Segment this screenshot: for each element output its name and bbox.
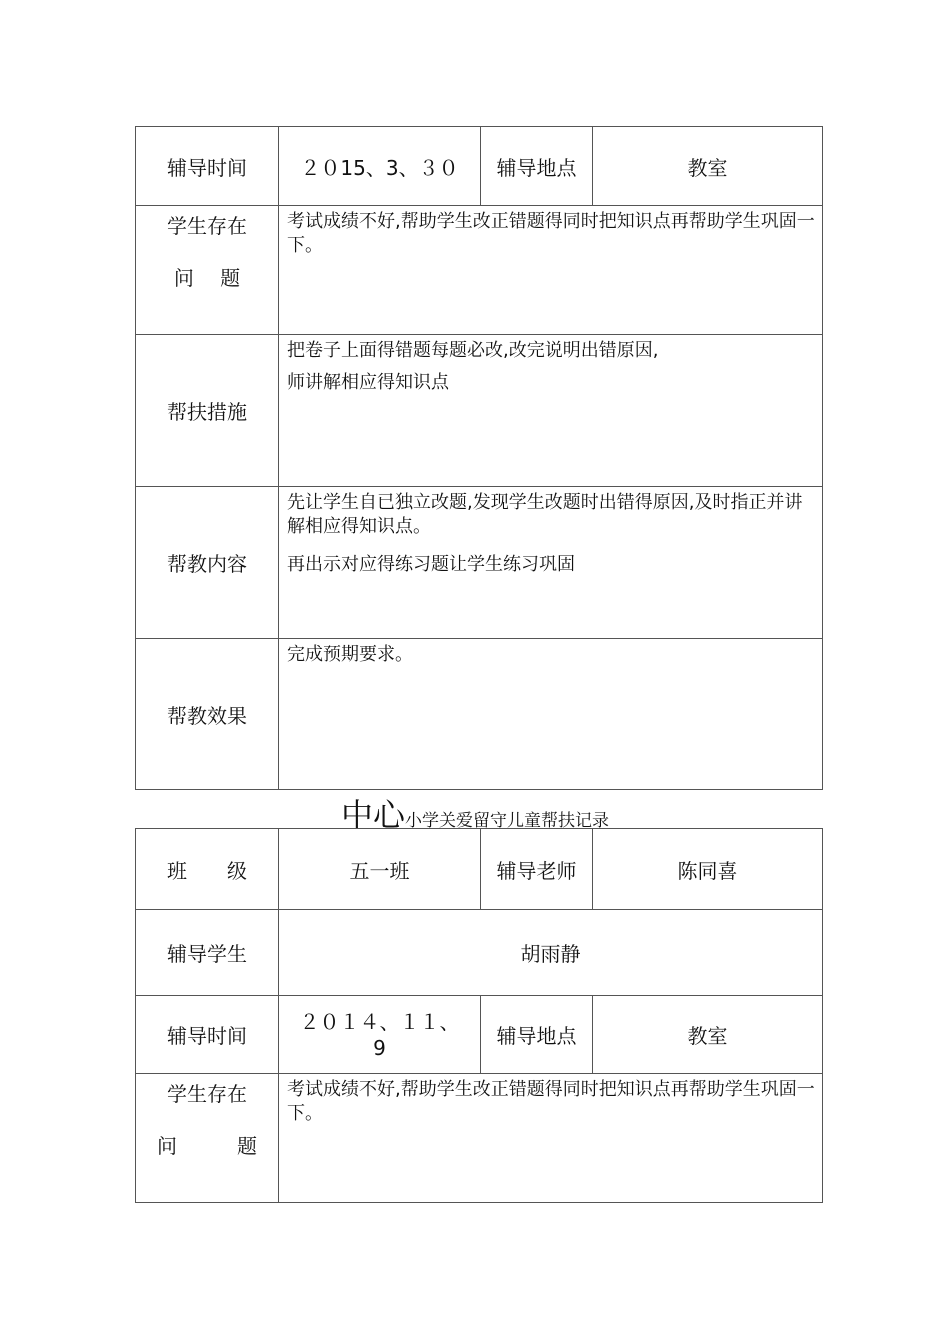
time-value: ２０15、3、３０ [279,127,481,206]
problem-label-line2: 问 题 [173,266,241,290]
time-row [136,127,823,206]
student-label: 辅导学生 [136,910,279,996]
time-value-2-line2: 9 [373,1035,386,1060]
problem-label-2 [136,1074,279,1203]
title-rest: 小学关爱留守儿童帮扶记录 [405,811,609,831]
time-value-2 [279,996,481,1074]
problem-label-line1: 学生存在 [167,214,247,238]
effect-label: 帮教效果 [136,639,279,790]
problem-text-cell-2 [279,1074,823,1203]
problem-text-cell [279,206,823,335]
content-line2: 再出示对应得练习题让学生练习巩固 [287,554,575,575]
time-label-2: 辅导时间 [136,996,279,1074]
problem-label-2-line1: 学生存在 [167,1082,247,1106]
teacher-value: 陈同喜 [593,829,823,910]
class-row [136,829,823,910]
content-row [136,487,823,639]
effect-row [136,639,823,790]
title-prefix: 中心 [340,796,405,834]
measures-label: 帮扶措施 [136,335,279,487]
time-row-2 [136,996,823,1074]
record-table-1 [135,126,823,790]
student-value: 胡雨静 [279,910,823,996]
effect-text: 完成预期要求。 [287,644,413,665]
measures-line2: 师讲解相应得知识点 [287,372,449,393]
time-value-2-line1: ２０１４、１１、 [299,1009,460,1034]
problem-text-2: 考试成绩不好,帮助学生改正错题得同时把知识点再帮助学生巩固一下。 [287,1079,815,1124]
measures-cell [279,335,823,487]
student-row [136,910,823,996]
content-cell [279,487,823,639]
content-line1: 先让学生自已独立改题,发现学生改题时出错得原因,及时指正并讲解相应得知识点。 [287,492,803,537]
teacher-label: 辅导老师 [481,829,593,910]
place-value: 教室 [593,127,823,206]
effect-cell [279,639,823,790]
class-label: 班 级 [136,829,279,910]
measures-row [136,335,823,487]
record-table-2 [135,828,823,1203]
place-label-2: 辅导地点 [481,996,593,1074]
problem-text: 考试成绩不好,帮助学生改正错题得同时把知识点再帮助学生巩固一下。 [287,211,815,256]
problem-label-2-line2: 问 题 [157,1134,257,1158]
place-value-2: 教室 [593,996,823,1074]
problem-row-2 [136,1074,823,1203]
problem-row [136,206,823,335]
time-label: 辅导时间 [136,127,279,206]
measures-line1: 把卷子上面得错题每题必改,改完说明出错原因, [287,340,659,361]
content-label: 帮教内容 [136,487,279,639]
place-label: 辅导地点 [481,127,593,206]
class-value: 五一班 [279,829,481,910]
problem-label [136,206,279,335]
